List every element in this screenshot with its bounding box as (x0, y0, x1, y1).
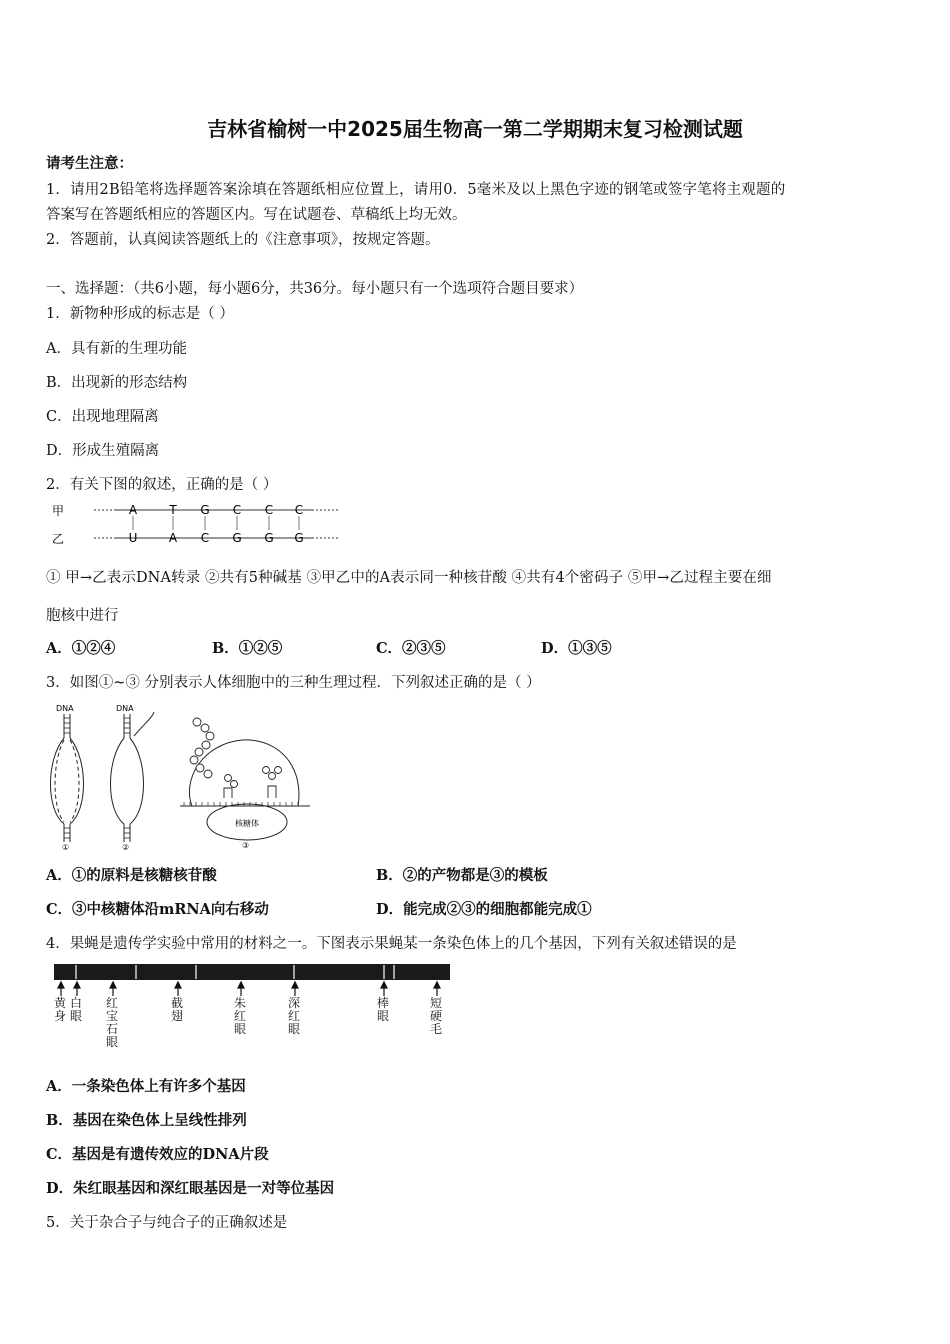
question-stem: 4．果蝇是遗传学实验中常用的材料之一。下图表示果蝇某一条染色体上的几个基因，下列有关叙述错误的是 (46, 936, 737, 952)
gene-label: 红宝石眼 (106, 996, 119, 1049)
gene-label: 白眼 (70, 996, 83, 1023)
figure-number: ② (122, 843, 130, 850)
question-stem: 5．关于杂合子与纯合子的正确叙述是 (46, 1215, 288, 1231)
option-d: D．能完成②③的细胞都能完成① (376, 901, 592, 918)
figure-number: ③ (242, 841, 250, 850)
dna-label: DNA (116, 704, 134, 713)
cell-process-figure (42, 700, 332, 850)
dna-label: DNA (56, 704, 74, 713)
yi-base: U (128, 531, 138, 545)
yi-base: C (200, 531, 210, 545)
option-c: C．出现地理隔离 (46, 409, 159, 425)
option-d: D．形成生殖隔离 (46, 443, 160, 459)
gene-label: 棒眼 (377, 996, 390, 1023)
jia-base: C (294, 503, 304, 517)
notice-line: 2．答题前，认真阅读答题纸上的《注意事项》，按规定答题。 (46, 232, 440, 248)
jia-base: C (264, 503, 274, 517)
option-a: A．具有新的生理功能 (46, 341, 187, 357)
option-c: C．③中核糖体沿mRNA向右移动 (46, 901, 269, 918)
notice-line: 答案写在答题纸相应的答题区内。写在试题卷、草稿纸上均无效。 (46, 207, 467, 223)
yi-base: G (294, 531, 304, 545)
chromosome-bar (54, 964, 450, 980)
yi-base: A (168, 531, 178, 545)
question-stem: 2．有关下图的叙述，正确的是（ ） (46, 477, 278, 493)
section-heading: 一、选择题：（共6小题，每小题6分，共36分。每小题只有一个选项符合题目要求） (46, 281, 584, 297)
question-stem: 3．如图①~③ 分别表示人体细胞中的三种生理过程．下列叙述正确的是（ ） (46, 675, 541, 691)
yi-base: G (264, 531, 274, 545)
page-title: 吉林省榆树一中2025届生物高一第二学期期末复习检测试题 (207, 117, 743, 141)
ribosome-label: 核糖体 (235, 819, 259, 828)
gene-label: 黄身 (54, 996, 67, 1023)
option-b: B．②的产物都是③的模板 (376, 867, 548, 884)
option-d: D．①③⑤ (541, 640, 612, 657)
label-yi: 乙 (52, 532, 65, 546)
gene-label: 截翅 (171, 996, 184, 1023)
statement-line: 胞核中进行 (46, 608, 119, 624)
gene-label: 朱红眼 (234, 996, 247, 1036)
option-b: B．基因在染色体上呈线性排列 (46, 1112, 247, 1129)
notice-heading: 请考生注意： (46, 155, 133, 172)
option-a: A．①②④ (46, 640, 116, 657)
option-a: A．①的原料是核糖核苷酸 (46, 867, 217, 884)
base-pairing-figure (46, 500, 346, 548)
option-d: D．朱红眼基因和深红眼基因是一对等位基因 (46, 1180, 335, 1197)
option-c: C．基因是有遗传效应的DNA片段 (46, 1146, 269, 1163)
option-c: C．②③⑤ (376, 640, 446, 657)
label-jia: 甲 (52, 504, 65, 518)
jia-base: A (128, 503, 138, 517)
jia-base: T (169, 503, 177, 517)
gene-label: 短硬毛 (430, 996, 443, 1036)
gene-label: 深红眼 (288, 996, 301, 1036)
statement-line: ① 甲→乙表示DNA转录 ②共有5种碱基 ③甲乙中的A表示同一种核苷酸 ④共有4个密码子 ⑤甲→乙过程主要在细 (46, 570, 772, 586)
option-b: B．①②⑤ (212, 640, 283, 657)
option-a: A．一条染色体上有许多个基因 (46, 1078, 246, 1095)
question-stem: 1．新物种形成的标志是（ ） (46, 306, 234, 322)
jia-base: G (200, 503, 210, 517)
figure-number: ① (62, 843, 70, 850)
option-b: B．出现新的形态结构 (46, 375, 188, 391)
yi-base: G (232, 531, 242, 545)
notice-line: 1．请用2B铅笔将选择题答案涂填在答题纸相应位置上，请用0．5毫米及以上黑色字迹的钢笔或签字笔将主观题的 (46, 182, 786, 198)
jia-base: C (232, 503, 242, 517)
